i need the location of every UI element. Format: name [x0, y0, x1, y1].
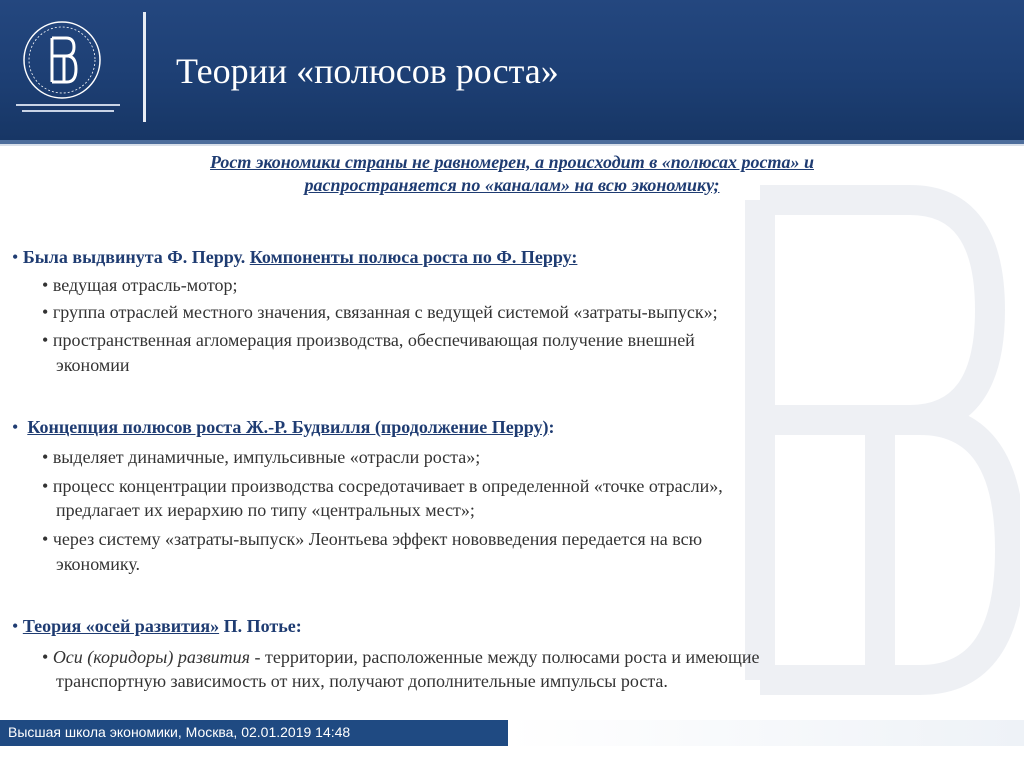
section1-heading — [12, 245, 577, 269]
subtitle — [0, 151, 1024, 197]
bullet-icon: • — [12, 616, 19, 636]
section1-lead: Была выдвинута Ф. Перру. — [22, 247, 250, 267]
list-item: • Оси (коридоры) развития - территории, расположенные между полюсами роста и имеющие — [42, 647, 760, 667]
footer-gradient-bar — [508, 720, 1024, 746]
list-item: • группа отраслей местного значения, связанная с ведущей системой «затраты-выпуск»; — [42, 302, 718, 322]
footer-org: Высшая школа экономики, Москва, — [8, 724, 242, 740]
list-item-continuation: транспортную зависимость от них, получают дополнительные импульсы роста. — [56, 671, 668, 691]
list-item: • пространственная агломерация производства, обеспечивающая получение внешней — [42, 330, 695, 350]
subtitle-line-1: Рост экономики страны не равномерен, а происходит в «полюсах роста» и — [210, 152, 814, 172]
page-title: Теории «полюсов роста» — [176, 51, 559, 91]
list-item: • выделяет динамичные, импульсивные «отрасли роста»; — [42, 447, 481, 467]
list-item: • через систему «затраты-выпуск» Леонтьева эффект нововведения передается на всю — [42, 529, 703, 549]
section1-lead-underlined: Компоненты полюса роста по Ф. Перру: — [249, 247, 578, 267]
section2-lead-tail: : — [548, 417, 555, 437]
section3-lead-tail: П. Потье: — [219, 616, 302, 636]
section3-term: Оси (коридоры) развития — [52, 647, 251, 667]
section3-heading — [12, 614, 302, 638]
list-item-continuation: экономии — [56, 355, 130, 375]
footer-date: 02.01.2019 14:48 — [241, 724, 351, 740]
list-item-continuation: предлагает их иерархию по типу «центральных мест»; — [56, 500, 475, 520]
list-item-continuation: экономику. — [56, 554, 141, 574]
bullet-icon: • — [12, 417, 19, 437]
section2-lead-underlined: Концепция полюсов роста Ж.-Р. Будвилля (продолжение Перру) — [27, 417, 549, 437]
subtitle-line-2: распространяется по «каналам» на всю экономику; — [304, 175, 720, 195]
section2-heading — [12, 415, 554, 439]
bullet-icon: • — [12, 247, 19, 267]
section3-lead-underlined: Теория «осей развития» — [22, 616, 220, 636]
list-item: • процесс концентрации производства сосредотачивает в определенной «точке отрасли», — [42, 476, 723, 496]
footer-text — [8, 724, 350, 740]
list-item: • ведущая отрасль-мотор; — [42, 275, 238, 295]
